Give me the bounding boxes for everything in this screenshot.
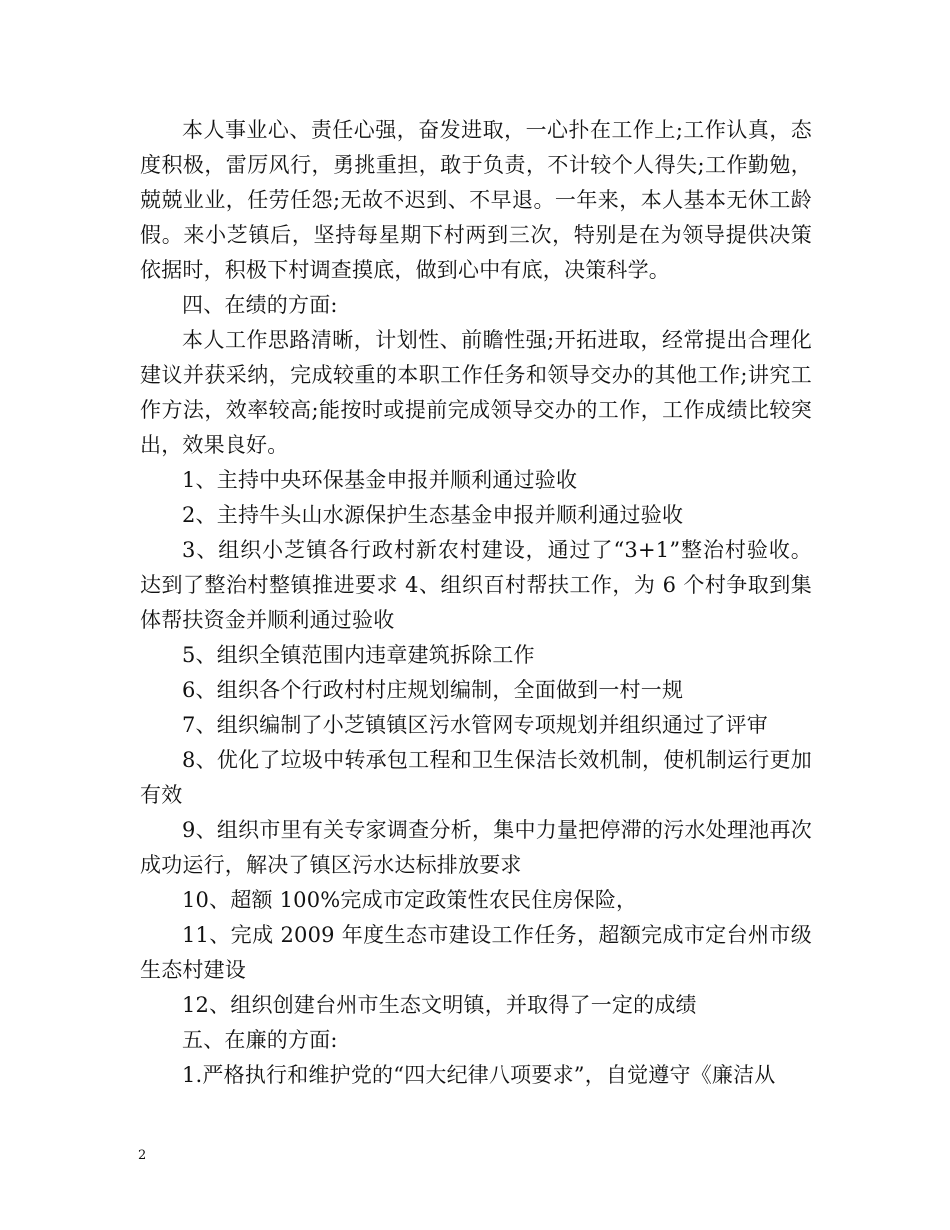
list-item: 7、组织编制了小芝镇镇区污水管网专项规划并组织通过了评审 [182, 713, 768, 737]
list-item: 3、组织小芝镇各行政村新农村建设，通过了“3+1”整治村验收。达到了整治村整镇推进要求 4、组织百村帮扶工作，为 6 个村争取到集体帮扶资金并顺利通过验收 [140, 538, 812, 632]
list-item: 12、组织创建台州市生态文明镇，并取得了一定的成绩 [182, 993, 697, 1017]
list-item: 8、优化了垃圾中转承包工程和卫生保洁长效机制，使机制运行更加有效 [140, 748, 812, 807]
list-item: 1、主持中央环保基金申报并顺利通过验收 [182, 468, 578, 492]
page-number: 2 [138, 1148, 147, 1163]
list-item: 2、主持牛头山水源保护生态基金申报并顺利通过验收 [182, 503, 684, 527]
list-item: 10、超额 100%完成市定政策性农民住房保险， [182, 888, 638, 912]
list-item: 6、组织各个行政村村庄规划编制，全面做到一村一规 [182, 678, 684, 702]
paragraph-diligence: 本人事业心、责任心强，奋发进取，一心扑在工作上;工作认真，态度积极，雷厉风行，勇挑重担，敢于负责，不计较个人得失;工作勤勉，兢兢业业，任劳任怨;无故不迟到、不早退。一年来，本人基本无休工龄假。来小芝镇后，坚持每星期下村两到三次，特别是在为领导提供决策依据时，积极下村调查摸底，做到心中有底，决策科学。 [140, 118, 812, 282]
list-item: 1.严格执行和维护党的“四大纪律八项要求”，自觉遵守《廉洁从 [182, 1063, 776, 1087]
section-heading-performance: 四、在绩的方面: [182, 293, 338, 317]
list-item: 11、完成 2009 年度生态市建设工作任务，超额完成市定台州市级生态村建设 [140, 923, 812, 982]
paragraph-performance: 本人工作思路清晰，计划性、前瞻性强;开拓进取，经常提出合理化建议并获采纳，完成较重的本职工作任务和领导交办的其他工作;讲究工作方法，效率较高;能按时或提前完成领导交办的工作，工作成绩比较突出，效果良好。 [140, 328, 812, 457]
list-item: 5、组织全镇范围内违章建筑拆除工作 [182, 643, 535, 667]
list-item: 9、组织市里有关专家调查分析，集中力量把停滞的污水处理池再次成功运行，解决了镇区污水达标排放要求 [140, 818, 812, 877]
document-body [140, 113, 812, 1093]
section-heading-integrity: 五、在廉的方面: [182, 1028, 338, 1052]
